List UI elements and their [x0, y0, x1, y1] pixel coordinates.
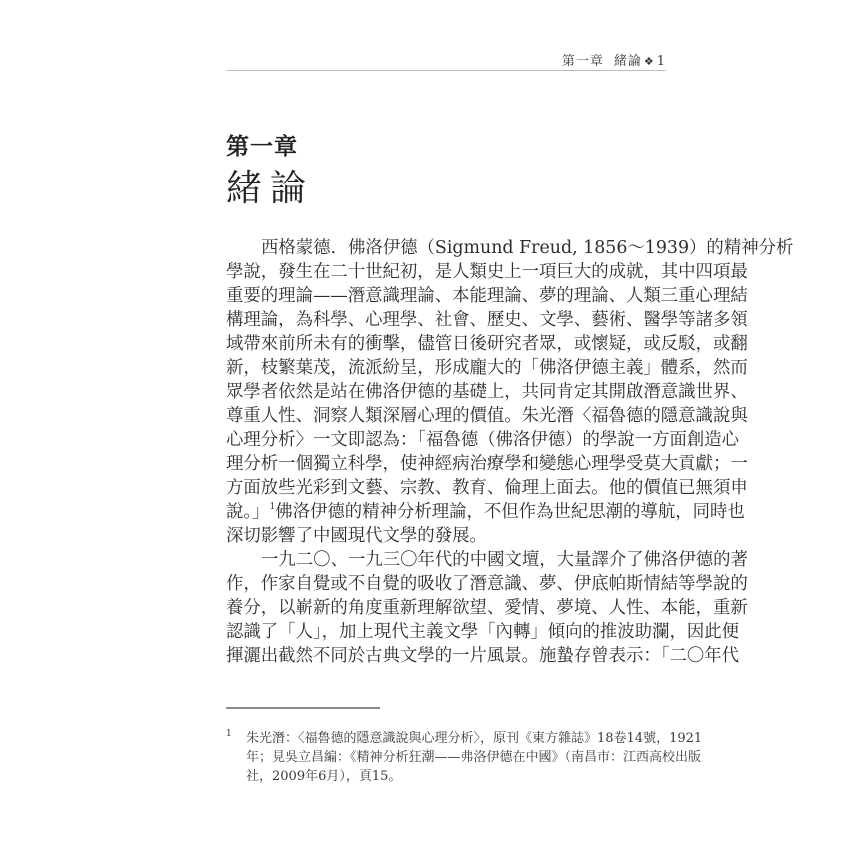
chapter-number: 第一章	[226, 134, 298, 160]
footnote-rule	[226, 707, 380, 709]
paragraph-line: 養分，以嶄新的角度重新理解欲望、愛情、夢境、人性、本能，重新	[226, 598, 748, 618]
paragraph-line: 西格蒙德．佛洛伊德（Sigmund Freud, 1856～1939）的精神分析	[261, 238, 794, 258]
paragraph-line: 理分析一個獨立科學，使神經病治療學和變態心理學受莫大貢獻；一	[226, 454, 748, 474]
footnote	[226, 729, 703, 786]
page-number: 1	[656, 54, 666, 69]
paragraph-line: 新，枝繁葉茂，流派紛呈，形成龐大的「佛洛伊德主義」體系，然而	[226, 358, 748, 378]
header-rule	[226, 70, 666, 71]
paragraph-line: 心理分析〉一文即認為：「福魯德（佛洛伊德）的學說一方面創造心	[226, 430, 740, 450]
paragraph-text: 佛洛伊德的精神分析理論，不但作為世紀思潮的導航，同時也	[275, 502, 745, 522]
running-head	[226, 50, 666, 70]
paragraph-line: 深切影響了中國現代文學的發展。	[226, 526, 487, 546]
paragraph-line: 認識了「人」，加上現代主義文學「內轉」傾向的推波助瀾，因此便	[226, 622, 740, 642]
running-head-title: 緒論	[613, 54, 642, 69]
paragraph-line: 一九二〇、一九三〇年代的中國文壇，大量譯介了佛洛伊德的著	[261, 550, 748, 570]
paragraph-line: 揮灑出截然不同於古典文學的一片風景。施蟄存曾表示：「二〇年代	[226, 646, 740, 666]
body-text	[226, 236, 794, 668]
paragraph-line	[226, 500, 745, 524]
paragraph-line: 學說，發生在二十世紀初，是人類史上一項巨大的成就，其中四項最	[226, 262, 748, 282]
ornament-icon: ❖	[643, 55, 655, 68]
paragraph-line: 域帶來前所未有的衝擊，儘管日後研究者眾，或懷疑，或反駁，或翻	[226, 334, 748, 354]
paragraph-line: 構理論，為科學、心理學、社會、歷史、文學、藝術、醫學等諸多領	[226, 310, 748, 330]
footnote-line: 社，2009年6月），頁15。	[246, 769, 402, 784]
paragraph-text: 說。」	[226, 502, 270, 522]
running-head-chapter: 第一章	[561, 54, 604, 69]
paragraph-line: 方面放些光彩到文藝、宗教、教育、倫理上面去。他的價值已無須申	[226, 478, 748, 498]
paragraph-line: 作，作家自覺或不自覺的吸收了潛意識、夢、伊底帕斯情結等學說的	[226, 574, 748, 594]
paragraph-line: 尊重人性、洞察人類深層心理的價值。朱光潛〈福魯德的隱意識說與	[226, 406, 748, 426]
footnote-reference[interactable]: 1	[269, 502, 276, 512]
footnote-line: 年；見吳立昌編：《精神分析狂潮——弗洛伊德在中國》（南昌市：江西高校出版	[246, 750, 702, 765]
paragraph-line: 眾學者依然是站在佛洛伊德的基礎上，共同肯定其開啟潛意識世界、	[226, 382, 748, 402]
paragraph-line: 重要的理論——潛意識理論、本能理論、夢的理論、人類三重心理結	[226, 286, 748, 306]
footnote-mark: 1	[226, 729, 232, 739]
chapter-title: 緒論	[226, 168, 315, 209]
footnote-line: 朱光潛：〈福魯德的隱意識說與心理分析〉，原刊《東方雜誌》18卷14號，1921	[246, 731, 703, 746]
